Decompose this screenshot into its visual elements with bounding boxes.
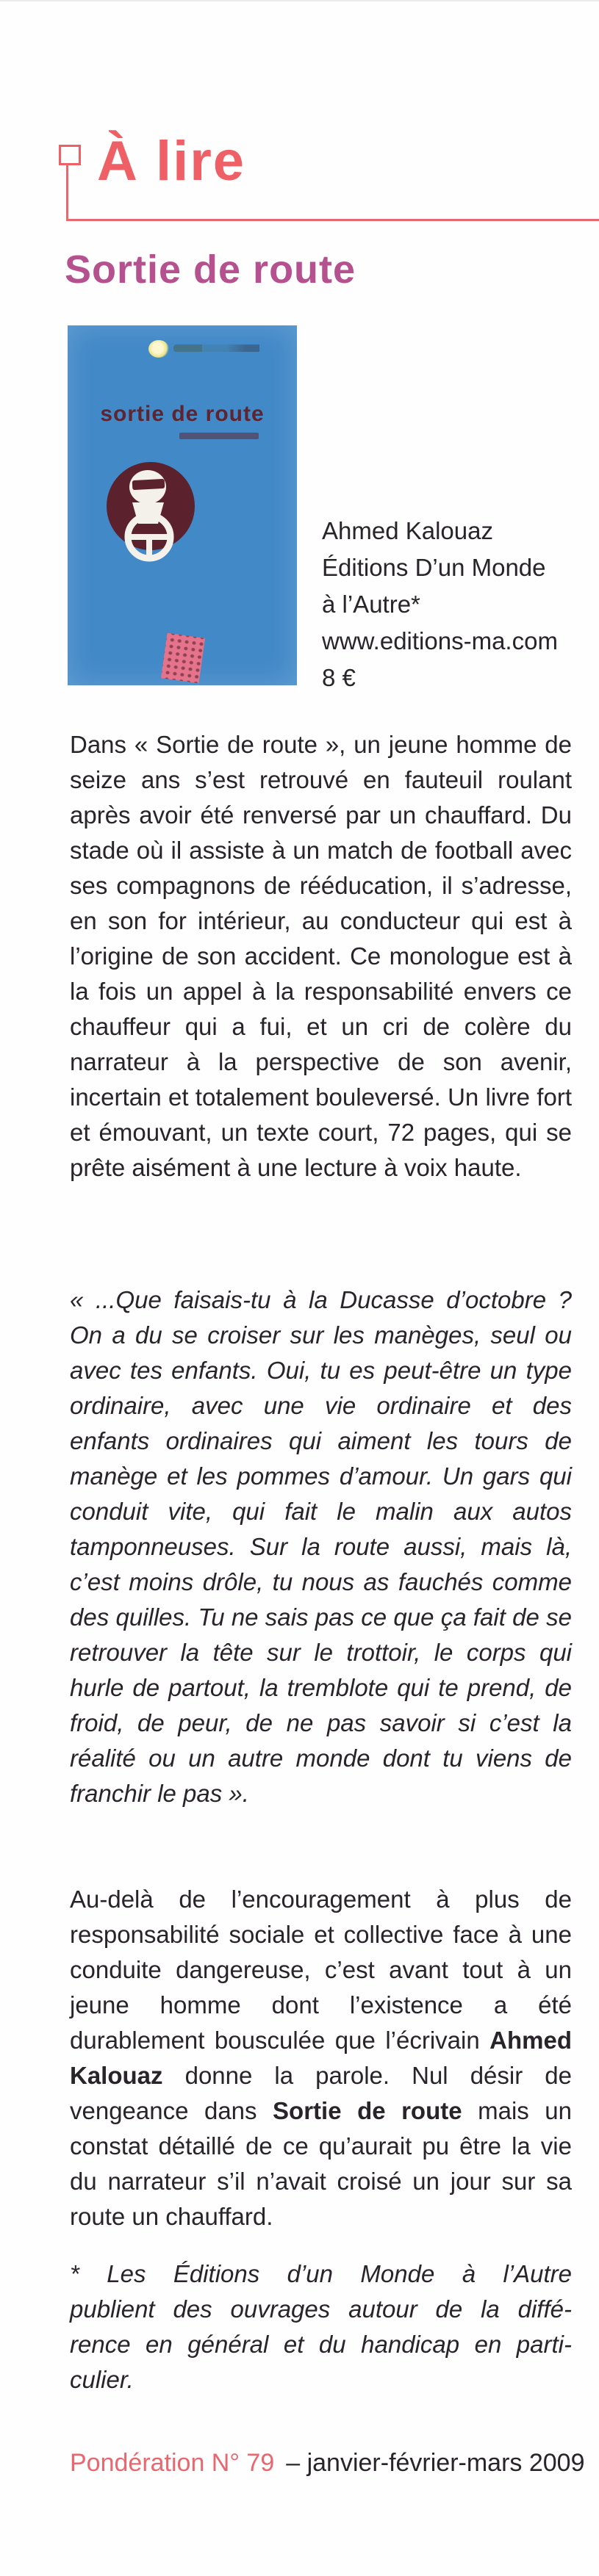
text-span: Au-delà de l’encouragement à plus de responsabilité sociale et collective face à une conduite dangereuse, c’est avant tout à un jeune homme dont l’existence a été durablement bousculée que l’écrivain [70,1886,572,2054]
header-rule-line [66,219,599,221]
text-line: Ahmed Kalouaz [322,517,493,544]
review-paragraph-2 [70,1882,572,2234]
text-line: www.editions-ma.com [322,627,558,654]
text-line: * Les Éditions d’un Monde à l’Autre [70,2260,572,2287]
cover-book-title: sortie de route [100,402,265,426]
text-line: publient des ouvrages autour de la diffé- [70,2295,572,2323]
bold-text-span: Ahmed Kalouaz [70,2027,572,2089]
page-footer [70,2449,585,2478]
publisher-logo-text [173,344,269,352]
book-info-block [322,513,558,696]
text-line: à l’Autre* [322,591,420,618]
text-span: mais un constat détaillé de ce qu’aurait pu être la vie du narrateur s’il n’avait croisé un jour sur sa route un chauffard. [70,2097,572,2230]
article-title: Sortie de route [65,248,356,292]
text-line: Éditions D’un Monde [322,554,546,581]
publisher-logo-icon [148,340,169,358]
scan-edge-line [0,0,599,1]
header-vertical-line [66,163,68,220]
issue-date: – janvier-février-mars 2009 [286,2449,585,2477]
section-title: À lire [97,130,246,192]
driver-figure-illustration [96,459,206,569]
book-cover-image [68,325,297,685]
publisher-footnote [70,2256,572,2398]
price-sticker [161,633,205,684]
magazine-name: Pondération N° 79 [70,2449,275,2477]
book-excerpt-quote: « ...Que faisais-tu à la Ducasse d’octobre ? On a du se croiser sur les manèges, seul ou avec tes enfants. Oui, tu es peut-être un type ordinaire, avec une vie ordinaire et des enfants ordinaires qui aiment les tours de manège et les pommes d’amour. Un gars qui conduit vite, qui fait le malin aux autos tamponneuses. Sur la route aussi, mais là, c’est moins drôle, tu nous as fauchés comme des quilles. Tu ne sais pas ce que ça fait de se retrouver la tête sur le trottoir, le corps qui hurle de partout, la tremblote qui te prend, de froid, de peur, de ne pas savoir si c’est la réalité ou un autre monde dont tu viens de franchir le pas ». [70,1286,572,1807]
figure-glasses-icon [132,479,165,490]
corner-square-decoration [59,145,81,165]
text-line: rence en général et du handicap en parti- [70,2331,572,2358]
text-line: culier. [70,2366,134,2393]
bold-text-span: Sortie de route [273,2097,462,2124]
review-paragraph-1: Dans « Sortie de route », un jeune homme de seize ans s’est retrouvé en fauteuil roulant après avoir été renversé par un chauffard. Du stade où il assiste à un match de football avec ses compagnons de rééducation, il s’adresse, en son for intérieur, au conducteur qui est à l’origine de son accident. Ce monologue est à la fois un appel à la responsabilité envers ce chauffeur qui a fui, et un cri de colère du narrateur à la perspective de son avenir, incertain et totalement bouleversé. Un livre fort et émouvant, un texte court, 72 pages, qui se prête aisément à une lecture à voix haute. [70,731,572,1181]
cover-author-text [179,433,259,439]
text-line: 8 € [322,664,356,691]
text-span: donne la parole. Nul désir de vengeance dans [70,2062,572,2124]
